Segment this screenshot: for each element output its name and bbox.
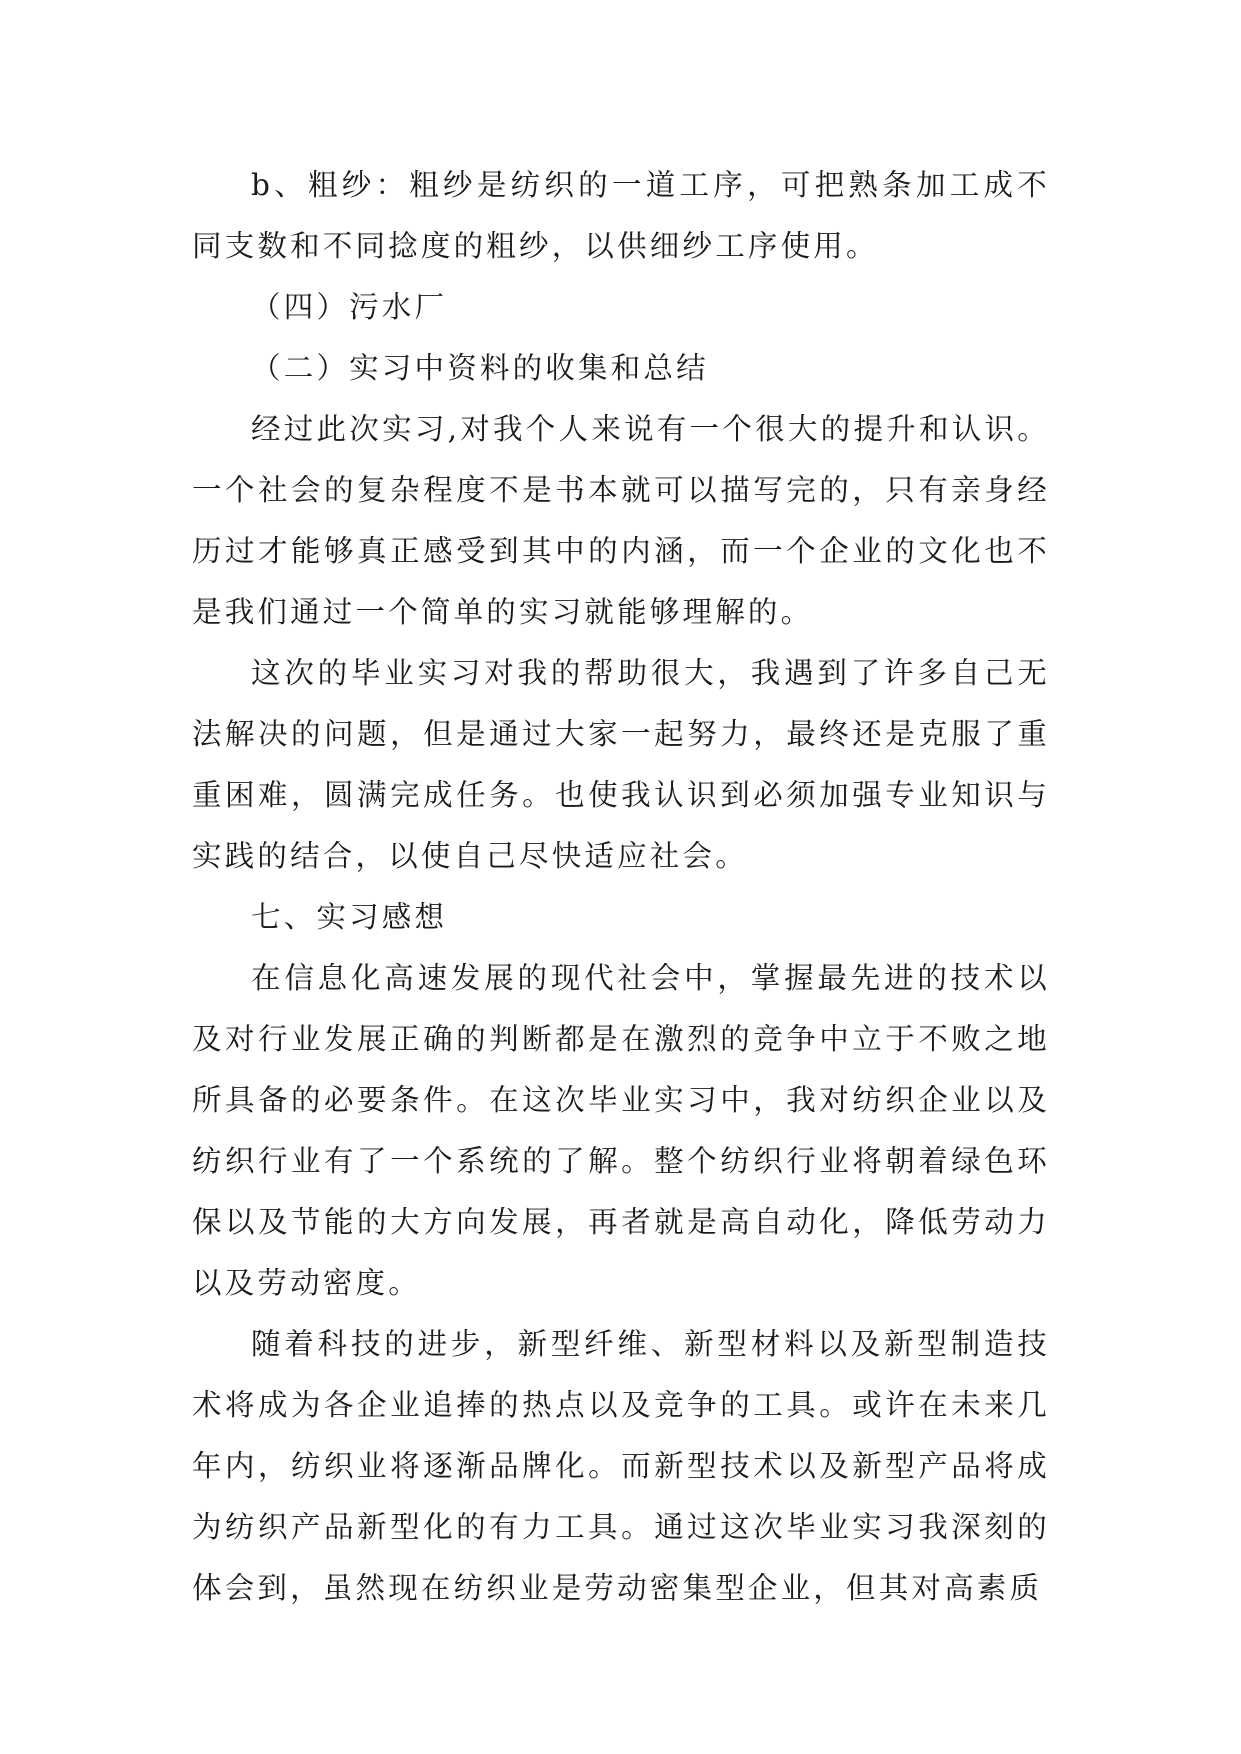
paragraph-roving: b、粗纱：粗纱是纺织的一道工序，可把熟条加工成不同支数和不同捻度的粗纱，以供细纱工序使用。 <box>192 168 1050 263</box>
paragraph-technology-progress: 随着科技的进步，新型纤维、新型材料以及新型制造技术将成为各企业追捧的热点以及竞争的工具。或许在未来几年内，纺织业将逐渐品牌化。而新型技术以及新型产品将成为纺织产品新型化的有力工具。通过这次毕业实习我深刻的体会到，虽然现在纺织业是劳动密集型企业，但其对高素质 <box>192 1327 1050 1605</box>
paragraph-internship-gain: 经过此次实习,对我个人来说有一个很大的提升和认识。一个社会的复杂程度不是书本就可以描写完的，只有亲身经历过才能够真正感受到其中的内涵，而一个企业的文化也不是我们通过一个简单的实习就能够理解的。 <box>192 412 1050 629</box>
heading-data-collection: （二）实习中资料的收集和总结 <box>251 351 709 385</box>
document-body <box>192 155 1050 1619</box>
paragraph-modern-society: 在信息化高速发展的现代社会中，掌握最先进的技术以及对行业发展正确的判断都是在激烈的竞争中立于不败之地所具备的必要条件。在这次毕业实习中，我对纺织企业以及纺织行业有了一个系统的了解。整个纺织行业将朝着绿色环保以及节能的大方向发展，再者就是高自动化，降低劳动力以及劳动密度。 <box>192 961 1050 1300</box>
heading-sewage-plant: （四）污水厂 <box>251 290 448 324</box>
heading-reflections: 七、实习感想 <box>251 900 448 934</box>
paragraph-internship-help: 这次的毕业实习对我的帮助很大，我遇到了许多自己无法解决的问题，但是通过大家一起努力，最终还是克服了重重困难，圆满完成任务。也使我认识到必须加强专业知识与实践的结合，以使自己尽快适应社会。 <box>192 656 1050 873</box>
